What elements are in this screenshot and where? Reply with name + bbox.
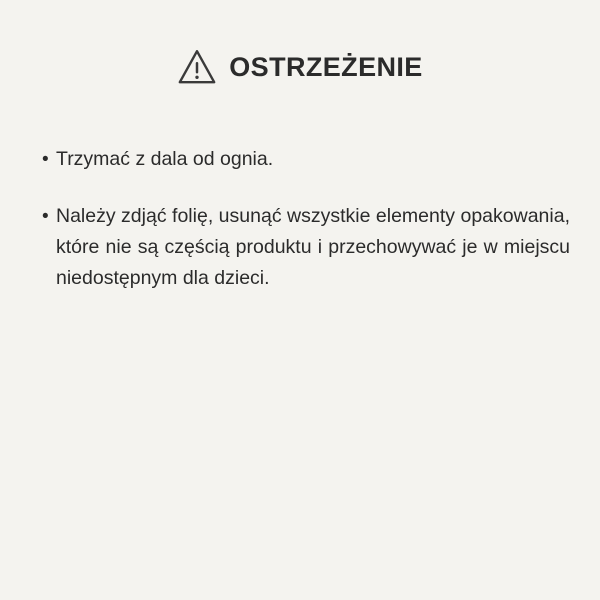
- warning-header: [177, 48, 422, 86]
- list-item: [30, 144, 570, 175]
- warning-triangle-icon: [177, 48, 217, 86]
- list-bullet: •: [42, 206, 49, 227]
- list-bullet: •: [42, 149, 49, 170]
- page-title: OSTRZEŻENIE: [229, 51, 423, 82]
- list-item-text: Należy zdjąć folię, usunąć wszystkie elementy opakowania, które nie są częścią produktu i przechowywać je w miejscu niedostępnym dla dzieci.: [56, 205, 570, 289]
- warning-list: [30, 144, 570, 320]
- list-item-text: Trzymać z dala od ognia.: [56, 148, 274, 170]
- list-item: [30, 201, 570, 294]
